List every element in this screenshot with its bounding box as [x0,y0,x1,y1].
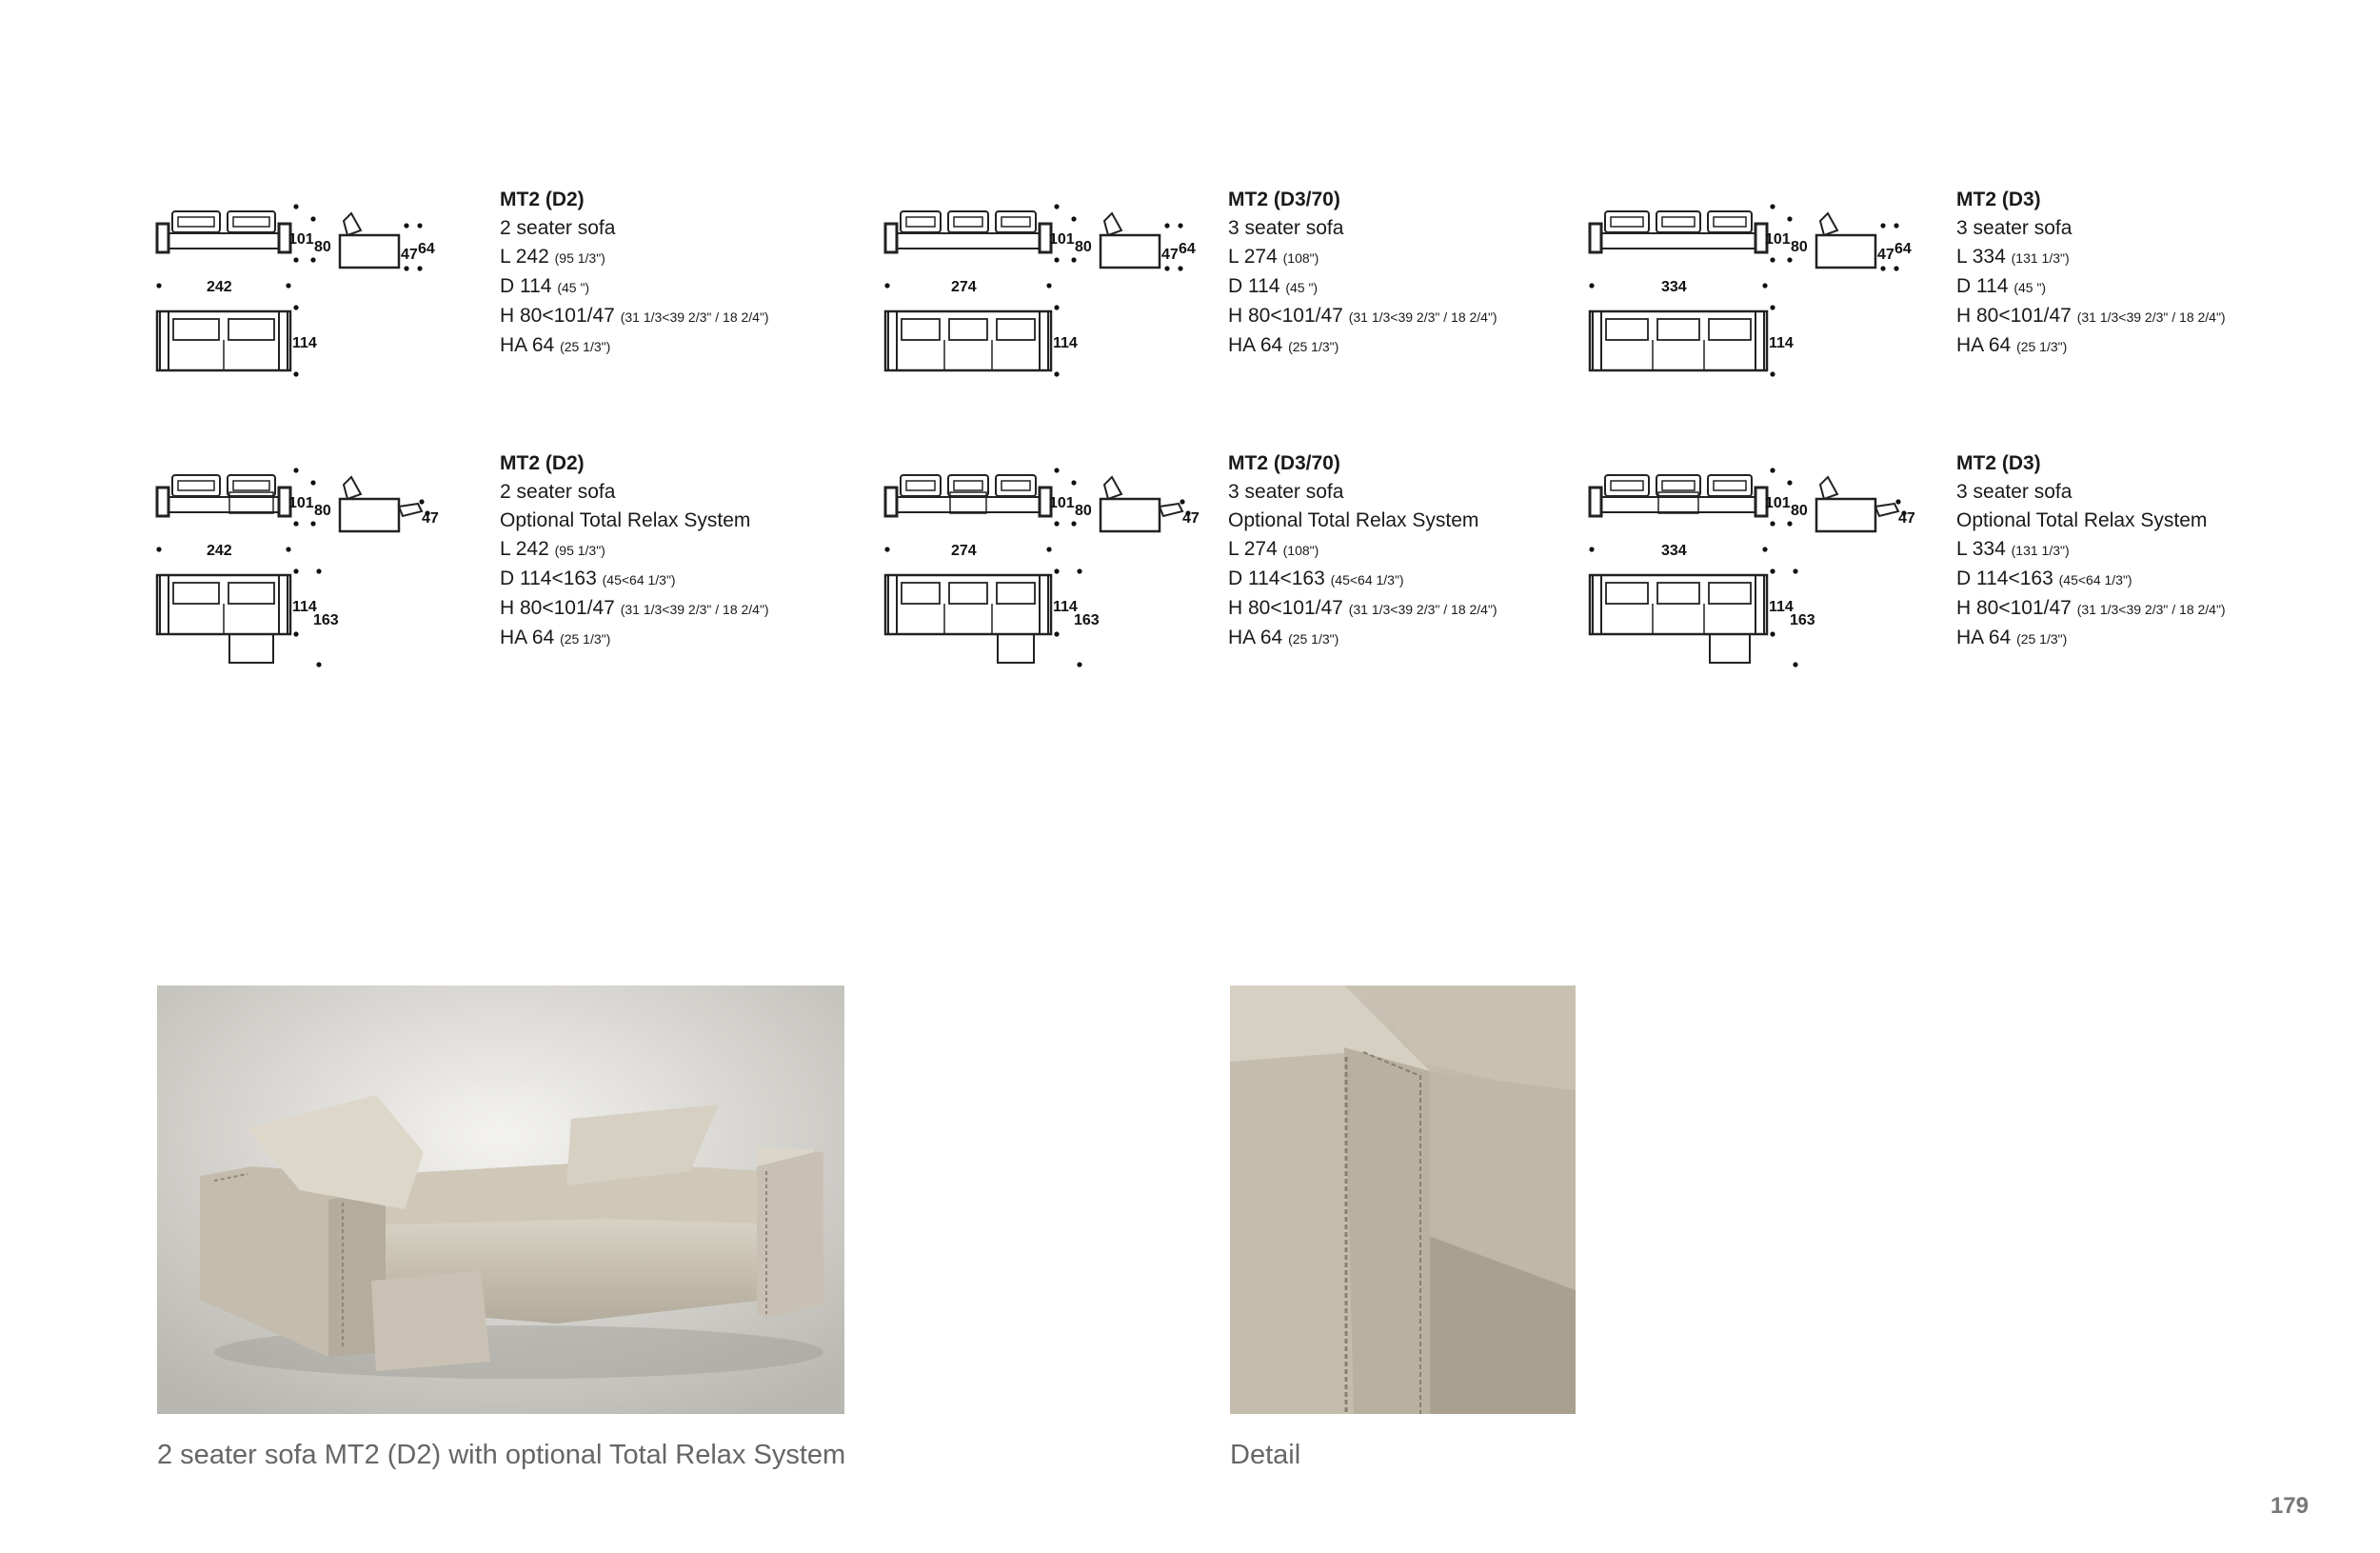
spec-arm-height: HA 64 (25 1/3") [1956,627,2068,648]
dimension-dot [293,468,298,472]
dimension-dot [293,568,298,573]
product-entry [885,449,1647,678]
dimension-dot [293,521,298,526]
seat-front [1601,497,1755,512]
plan-footrest [1710,634,1750,663]
cushion-inner [1002,217,1030,227]
plan-outline [1590,311,1767,370]
depth-label: 114 [1769,335,1794,351]
dimension-dot [286,283,290,288]
plan-footrest [229,634,273,663]
dimension-dot [1054,204,1059,209]
dimension-dot [1071,521,1076,526]
cushion-inner [1714,481,1746,490]
plan-right-arm [279,311,288,370]
spec-arm-height: HA 64 (25 1/3") [500,627,611,648]
side-height-label: 64 [1894,241,1912,257]
sofa-dimension-diagram [1590,449,1952,678]
seat-front [1601,233,1755,249]
height-label: 101 [288,495,314,511]
dimension-dot [1895,499,1900,504]
plan-left-arm [160,575,169,634]
spec-depth: D 114 (45 ") [1956,275,2047,297]
dimension-dot [293,305,298,309]
seat-front [897,233,1040,249]
dimension-dot [1894,266,1898,270]
spec-depth: D 114<163 (45<64 1/3") [1228,567,1404,589]
side-cushion [1820,213,1837,235]
plan-cushion [902,319,940,340]
product-code: MT2 (D3) [1956,452,2041,474]
dimension-dot [316,568,321,573]
plan-cushion [1709,319,1751,340]
dimension-dot [1071,257,1076,262]
dimension-dot [1054,371,1059,376]
plan-cushion [949,319,987,340]
side-body [340,235,399,268]
plan-right-arm [1755,311,1764,370]
sofa-photo-illustration [157,986,844,1414]
cushion-front [1708,211,1752,232]
dimension-dot [1054,568,1059,573]
dimension-dot [404,223,408,228]
product-spec [1228,186,1647,361]
plan-cushion [949,583,987,604]
product-code: MT2 (D2) [500,452,585,474]
spec-depth: D 114 (45 ") [1228,275,1319,297]
seat-height-label: 80 [1791,239,1808,255]
dimension-dot [1077,568,1081,573]
sofa-dimension-diagram [1590,186,1952,414]
sofa-dimension-diagram [157,186,481,414]
dimension-dot [1178,223,1182,228]
sofa-photo [157,986,844,1414]
spec-depth: D 114<163 (45<64 1/3") [1956,567,2132,589]
plan-right-arm [1040,311,1048,370]
dimension-dot [884,283,889,288]
product-type: 3 seater sofa [1956,217,2073,239]
plan-left-arm [160,311,169,370]
product-entry [1590,186,2351,414]
dimension-dot [1071,480,1076,485]
plan-cushion [997,319,1035,340]
product-entry [157,449,919,678]
spec-arm-height: HA 64 (25 1/3") [1228,627,1339,648]
dimension-dot [1178,266,1182,270]
seat-height-label: 80 [1075,239,1092,255]
page-number: 179 [2270,1493,2309,1519]
cushion-front [172,475,220,496]
cushion-inner [954,217,982,227]
plan-right-arm [279,575,288,634]
plan-cushion [997,583,1035,604]
detail-photo [1230,986,1576,1414]
product-spec [500,449,919,653]
dimension-dot [293,204,298,209]
extended-depth-label: 163 [313,612,339,628]
dimension-dot [1180,499,1184,504]
side-seat-label: 47 [1877,247,1894,263]
cushion-inner [1611,481,1643,490]
side-cushion [344,213,361,235]
width-label: 334 [1661,279,1687,295]
spec-depth: D 114<163 (45<64 1/3") [500,567,676,589]
spec-height: H 80<101/47 (31 1/3<39 2/3" / 18 2/4") [1228,305,1497,327]
product-code: MT2 (D3) [1956,189,2041,210]
spec-arm-height: HA 64 (25 1/3") [500,334,611,356]
spec-length: L 334 (131 1/3") [1956,538,2070,560]
cushion-inner [906,481,935,490]
spec-height: H 80<101/47 (31 1/3<39 2/3" / 18 2/4") [1228,597,1497,619]
product-entry [885,186,1647,414]
seat-height-label: 80 [1791,503,1808,519]
product-spec [1228,449,1647,653]
side-body [1101,235,1160,268]
dimension-dot [1054,631,1059,636]
depth-label: 114 [1053,599,1078,615]
product-code: MT2 (D3/70) [1228,189,1340,210]
left-arm-front [157,488,169,516]
product-type: 3 seater sofa [1228,481,1344,503]
dimension-dot [1770,468,1775,472]
cushion-inner [954,481,982,490]
cushion-front [1656,211,1700,232]
dimension-dot [417,223,422,228]
side-height-label: 47 [1182,510,1200,527]
left-arm-front [1590,488,1601,516]
dimension-dot [1787,480,1792,485]
dimension-dot [1046,283,1051,288]
side-body [1101,499,1160,531]
dimension-dot [1077,662,1081,667]
plan-cushion [228,319,274,340]
cushion-front [172,211,220,232]
height-label: 101 [1049,495,1075,511]
spec-height: H 80<101/47 (31 1/3<39 2/3" / 18 2/4") [1956,597,2226,619]
cushion-inner [1662,217,1695,227]
width-label: 274 [951,279,977,295]
cushion-inner [178,217,214,227]
dimension-dot [1054,305,1059,309]
plan-outline [885,311,1051,370]
plan-footrest [998,634,1034,663]
height-label: 101 [1049,231,1075,248]
plan-outline [885,575,1051,634]
dimension-dot [1046,547,1051,551]
dimension-dot [1770,568,1775,573]
detail-photo-illustration [1230,986,1576,1414]
dimension-dot [1770,631,1775,636]
plan-cushion [173,319,219,340]
dimension-dot [1770,305,1775,309]
dimension-dot [1793,662,1797,667]
height-label: 101 [288,231,314,248]
cushion-front [1605,211,1649,232]
cushion-inner [233,481,269,490]
side-height-label: 47 [1898,510,1915,527]
dimension-dot [310,257,315,262]
plan-cushion [228,583,274,604]
extended-depth-label: 163 [1790,612,1815,628]
dimension-dot [1880,266,1885,270]
sofa-dimension-diagram [157,449,481,678]
dimension-dot [1793,568,1797,573]
cushion-inner [1611,217,1643,227]
dimension-dot [1071,216,1076,221]
dimension-dot [310,480,315,485]
cushion-inner [233,217,269,227]
dimension-dot [156,283,161,288]
side-height-label: 47 [422,510,439,527]
product-type: 2 seater sofa [500,481,616,503]
dimension-dot [1787,216,1792,221]
dimension-dot [1054,521,1059,526]
dimension-dot [1894,223,1898,228]
depth-label: 114 [1769,599,1794,615]
dimension-dot [1770,257,1775,262]
cushion-front [228,211,275,232]
dimension-dot [1787,257,1792,262]
spec-length: L 334 (131 1/3") [1956,246,2070,268]
product-spec [500,186,919,361]
spec-arm-height: HA 64 (25 1/3") [1228,334,1339,356]
spec-height: H 80<101/47 (31 1/3<39 2/3" / 18 2/4") [1956,305,2226,327]
dimension-dot [417,266,422,270]
plan-cushion [1657,319,1699,340]
dimension-dot [293,371,298,376]
side-seat-label: 47 [1161,247,1179,263]
seat-front [169,233,279,249]
product-entry [157,186,919,414]
plan-left-arm [888,575,897,634]
dimension-dot [1880,223,1885,228]
spec-length: L 274 (108") [1228,246,1319,268]
dimension-dot [310,216,315,221]
dimension-dot [419,499,424,504]
sofa-dimension-diagram [885,449,1209,678]
dimension-dot [156,547,161,551]
side-body [1816,499,1875,531]
depth-label: 114 [1053,335,1078,351]
spec-arm-height: HA 64 (25 1/3") [1956,334,2068,356]
dimension-dot [884,547,889,551]
plan-cushion [1606,583,1648,604]
spec-depth: D 114 (45 ") [500,275,590,297]
seat-front [169,497,279,512]
dimension-dot [1054,257,1059,262]
cushion-inner [1662,481,1695,490]
spec-length: L 242 (95 1/3") [500,246,605,268]
side-cushion [1104,213,1121,235]
dimension-dot [1770,521,1775,526]
plan-left-arm [1593,311,1601,370]
side-height-label: 64 [1179,241,1196,257]
sofa-dimension-diagram [885,186,1209,414]
dimension-dot [1787,521,1792,526]
product-spec [1956,186,2337,361]
seat-height-label: 80 [314,239,331,255]
left-arm-front [1590,224,1601,252]
cushion-inner [178,481,214,490]
side-cushion [344,477,361,499]
dimension-dot [286,547,290,551]
product-option: Optional Total Relax System [1956,509,2208,531]
plan-outline [1590,575,1767,634]
plan-left-arm [888,311,897,370]
side-cushion [1820,477,1837,499]
seat-height-label: 80 [314,503,331,519]
dimension-dot [1762,547,1767,551]
spec-length: L 274 (108") [1228,538,1319,560]
product-entry [1590,449,2351,678]
spec-height: H 80<101/47 (31 1/3<39 2/3" / 18 2/4") [500,597,769,619]
dimension-dot [1054,468,1059,472]
product-type: 2 seater sofa [500,217,616,239]
plan-cushion [1606,319,1648,340]
dimension-dot [404,266,408,270]
product-code: MT2 (D2) [500,189,585,210]
dimension-dot [310,521,315,526]
width-label: 334 [1661,543,1687,559]
depth-label: 114 [292,599,317,615]
plan-right-arm [1040,575,1048,634]
side-footrest [1160,504,1182,516]
left-arm-front [885,488,897,516]
spec-length: L 242 (95 1/3") [500,538,605,560]
dimension-dot [293,631,298,636]
seat-height-label: 80 [1075,503,1092,519]
side-seat-label: 47 [401,247,418,263]
side-height-label: 64 [418,241,435,257]
width-label: 274 [951,543,977,559]
dimension-dot [293,257,298,262]
detail-photo-caption: Detail [1230,1440,1301,1470]
width-label: 242 [207,543,232,559]
cushion-inner [1714,217,1746,227]
side-footrest [1875,504,1898,516]
seat-front [897,497,1040,512]
height-label: 101 [1765,495,1791,511]
plan-cushion [173,583,219,604]
plan-left-arm [1593,575,1601,634]
left-arm-front [157,224,169,252]
dimension-dot [1762,283,1767,288]
product-option: Optional Total Relax System [500,509,751,531]
product-option: Optional Total Relax System [1228,509,1479,531]
extended-depth-label: 163 [1074,612,1100,628]
cushion-inner [1002,481,1030,490]
plan-cushion [1657,583,1699,604]
dimension-dot [316,662,321,667]
side-body [340,499,399,531]
product-code: MT2 (D3/70) [1228,452,1340,474]
cushion-inner [906,217,935,227]
height-label: 101 [1765,231,1791,248]
plan-cushion [902,583,940,604]
product-type: 3 seater sofa [1956,481,2073,503]
product-type: 3 seater sofa [1228,217,1344,239]
plan-cushion [1709,583,1751,604]
main-photo-caption: 2 seater sofa MT2 (D2) with optional Total Relax System [157,1440,846,1470]
width-label: 242 [207,279,232,295]
side-footrest [399,504,422,516]
cushion-front [1605,475,1649,496]
side-body [1816,235,1875,268]
cushion-front [1708,475,1752,496]
product-spec [1956,449,2337,653]
depth-label: 114 [292,335,317,351]
dimension-dot [1164,266,1169,270]
dimension-dot [1770,371,1775,376]
dimension-dot [1589,283,1594,288]
spec-height: H 80<101/47 (31 1/3<39 2/3" / 18 2/4") [500,305,769,327]
dimension-dot [1589,547,1594,551]
plan-right-arm [1755,575,1764,634]
dimension-dot [1164,223,1169,228]
dimension-dot [1770,204,1775,209]
side-cushion [1104,477,1121,499]
left-arm-front [885,224,897,252]
